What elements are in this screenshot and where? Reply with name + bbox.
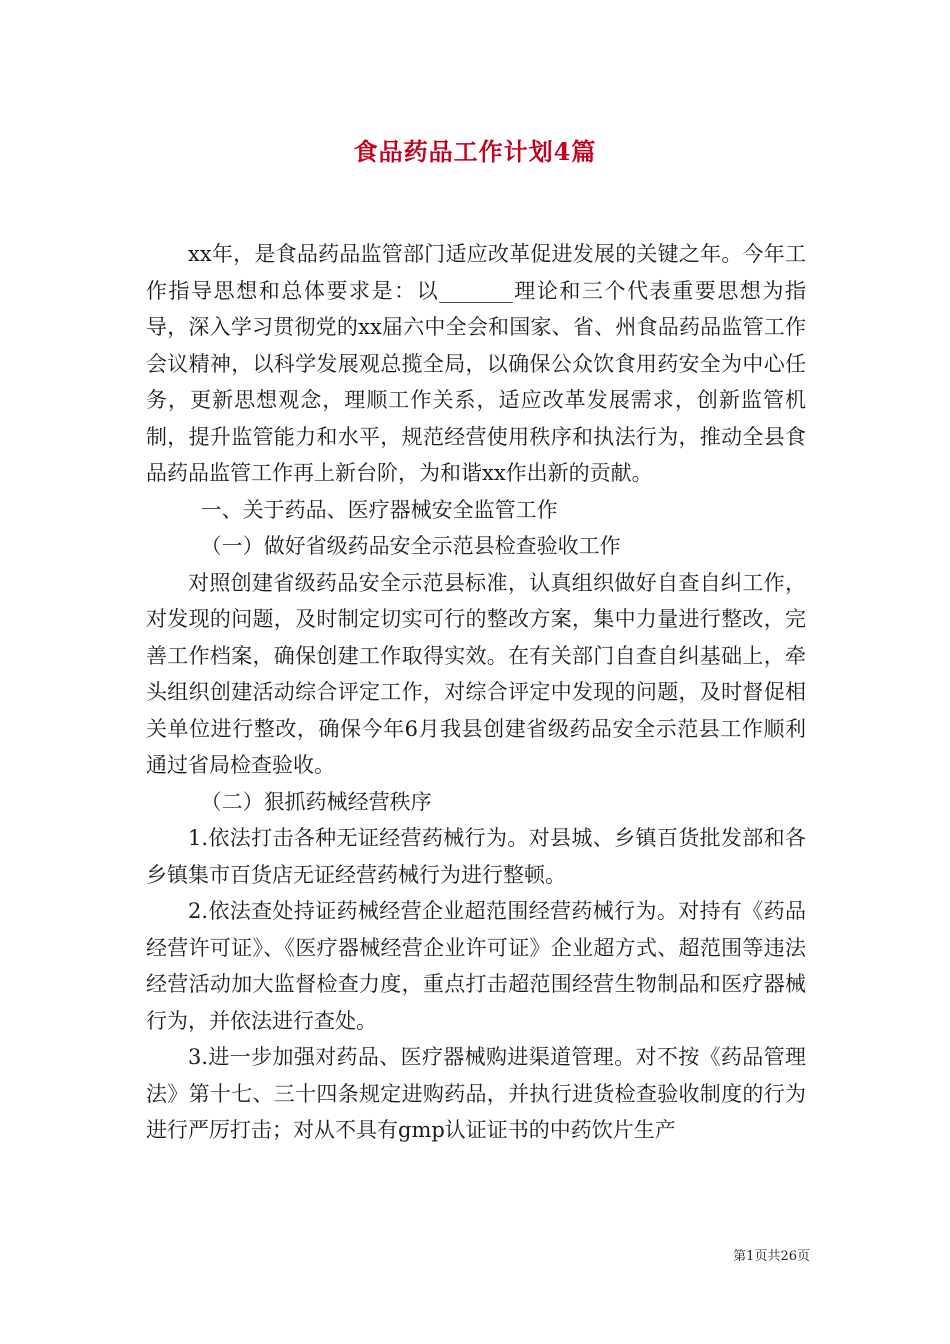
section-heading-1: 一、关于药品、医疗器械安全监管工作 (200, 497, 558, 522)
paragraph-item-1: 1.依法打击各种无证经营药械行为。对县城、乡镇百货批发部和各乡镇集市百货店无证经营药械行为进行整顿。 (146, 826, 806, 887)
document-body (146, 236, 806, 1149)
subsection-heading-1: （一）做好省级药品安全示范县检查验收工作 (200, 534, 621, 558)
paragraph-item-3: 3.进一步加强对药品、医疗器械购进渠道管理。对不按《药品管理法》第十七、三十四条规定进购药品，并执行进货检查验收制度的行为进行严厉打击；对从不具有gmp认证证书的中药饮片生产 (146, 1045, 806, 1142)
page-number-footer: 第1页共26页 (733, 1249, 810, 1264)
paragraph-demo-county: 对照创建省级药品安全示范县标准，认真组织做好自查自纠工作，对发现的问题，及时制定切实可行的整改方案，集中力量进行整改，完善工作档案，确保创建工作取得实效。在有关部门自查自纠基础上，牵头组织创建活动综合评定工作，对综合评定中发现的问题，及时督促相关单位进行整改，确保今年6月我县创建省级药品安全示范县工作顺利通过省局检查验收。 (146, 570, 806, 777)
subsection-heading-2: （二）狠抓药械经营秩序 (200, 789, 432, 814)
document-title: 食品药品工作计划4篇 (353, 137, 597, 166)
paragraph-item-2: 2.依法查处持证药械经营企业超范围经营药械行为。对持有《药品经营许可证》、《医疗器械经营企业许可证》企业超方式、超范围等违法经营活动加大监督检查力度，重点打击超范围经营生物制品和医疗器械行为，并依法进行查处。 (146, 899, 806, 1033)
paragraph-intro: xx年，是食品药品监管部门适应改革促进发展的关键之年。今年工作指导思想和总体要求是：以_______理论和三个代表重要思想为指导，深入学习贯彻党的xx届六中全会和国家、省、州食品药品监管工作会议精神，以科学发展观总揽全局，以确保公众饮食用药安全为中心任务，更新思想观念，理顺工作关系，适应改革发展需求，创新监管机制，提升监管能力和水平，规范经营使用秩序和执法行为，推动全县食品药品监管工作再上新台阶，为和谐xx作出新的贡献。 (146, 242, 806, 485)
